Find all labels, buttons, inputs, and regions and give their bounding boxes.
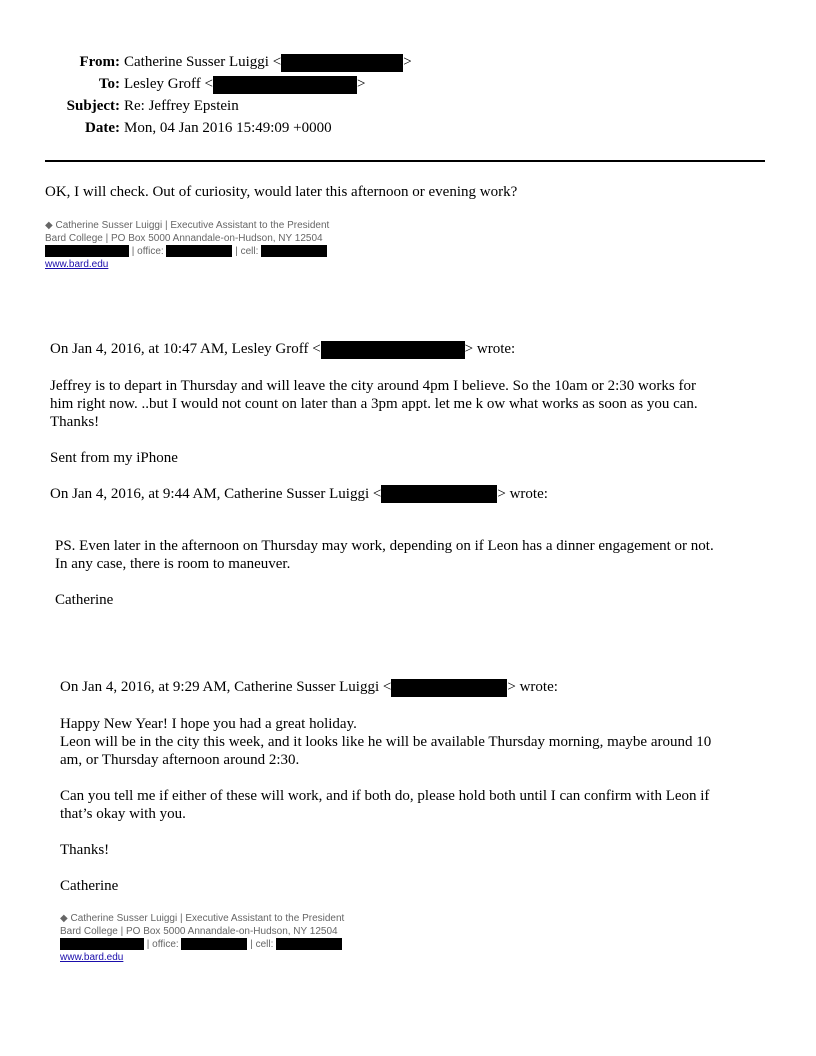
to-name: Lesley Groff < bbox=[124, 76, 213, 92]
from-value bbox=[124, 53, 412, 72]
close-bracket: > bbox=[357, 76, 366, 92]
redaction-box bbox=[276, 938, 342, 950]
signature-address-line: Bard College | PO Box 5000 Annandale-on-Hudson, NY 12504 bbox=[45, 233, 323, 244]
redaction-box bbox=[166, 245, 232, 257]
website-link[interactable]: www.bard.edu bbox=[60, 952, 124, 963]
signature-block bbox=[45, 219, 329, 271]
quote-2-body-line: In any case, there is room to maneuver. bbox=[55, 556, 291, 572]
attribution-suffix: > wrote: bbox=[464, 341, 516, 357]
quote-1-body-line: Thanks! bbox=[50, 413, 100, 430]
date-label: Date: bbox=[85, 120, 120, 136]
quote-3-signoff: Catherine bbox=[60, 877, 119, 894]
quote-3-greeting: Happy New Year! I hope you had a great holiday. bbox=[60, 715, 357, 732]
redaction-box bbox=[381, 485, 497, 503]
cell-label: | cell: bbox=[232, 246, 262, 257]
quote-3-attribution bbox=[60, 678, 790, 697]
to-value bbox=[124, 75, 365, 94]
signature-block-2 bbox=[60, 912, 344, 964]
quote-3-body-line: am, or Thursday afternoon around 2:30. bbox=[60, 751, 300, 768]
signature-name-line: ◆ Catherine Susser Luiggi | Executive Assistant to the President bbox=[60, 913, 345, 924]
quote-1-body-line: him right now. ..but I would not count on later than a 3pm appt. let me k ow what works as soon as you can. bbox=[50, 395, 698, 412]
redaction-box bbox=[281, 54, 403, 72]
office-label: | office: bbox=[144, 939, 182, 950]
redaction-box bbox=[391, 679, 507, 697]
to-label: To: bbox=[98, 76, 120, 92]
quote-1-attribution bbox=[50, 340, 780, 359]
redaction-box bbox=[261, 245, 327, 257]
signature-address-line: Bard College | PO Box 5000 Annandale-on-Hudson, NY 12504 bbox=[60, 926, 338, 937]
from-label: From: bbox=[79, 54, 120, 70]
website-link[interactable]: www.bard.edu bbox=[45, 259, 109, 270]
reply-body: OK, I will check. Out of curiosity, would later this afternoon or evening work? bbox=[45, 184, 518, 200]
attribution-text: On Jan 4, 2016, at 9:44 AM, Catherine Susser Luiggi < bbox=[50, 485, 382, 502]
quote-1-body-line: Jeffrey is to depart in Thursday and will leave the city around 4pm I believe. So the 10am or 2:30 works for bbox=[50, 377, 696, 394]
close-bracket: > bbox=[403, 54, 412, 70]
redaction-box bbox=[321, 341, 465, 359]
attribution-text: On Jan 4, 2016, at 10:47 AM, Lesley Groff < bbox=[50, 341, 321, 357]
quote-2-body-line: PS. Even later in the afternoon on Thursday may work, depending on if Leon has a dinner engagement or not. bbox=[55, 538, 714, 554]
sent-from-line: Sent from my iPhone bbox=[50, 449, 178, 466]
signature-name-line: ◆ Catherine Susser Luiggi | Executive Assistant to the President bbox=[45, 220, 330, 231]
subject-label: Subject: bbox=[66, 98, 120, 114]
quote-3-thanks: Thanks! bbox=[60, 841, 110, 858]
quote-2-signoff: Catherine bbox=[55, 592, 114, 608]
attribution-text: On Jan 4, 2016, at 9:29 AM, Catherine Susser Luiggi < bbox=[60, 679, 392, 695]
quote-3-body-line: Leon will be in the city this week, and it looks like he will be available Thursday morning, maybe around 10 bbox=[60, 733, 712, 750]
from-name: Catherine Susser Luiggi < bbox=[124, 54, 282, 70]
quote-3 bbox=[60, 678, 790, 895]
redaction-box bbox=[60, 938, 144, 950]
cell-label: | cell: bbox=[247, 939, 277, 950]
redaction-box bbox=[213, 76, 357, 94]
quote-3-body-line: Can you tell me if either of these will work, and if both do, please hold both until I can confirm with Leon if bbox=[60, 787, 710, 804]
redaction-box bbox=[45, 245, 129, 257]
quote-2 bbox=[55, 537, 785, 609]
quote-3-body-line: that’s okay with you. bbox=[60, 805, 186, 822]
subject-value: Re: Jeffrey Epstein bbox=[124, 98, 239, 114]
header-divider bbox=[45, 160, 765, 162]
attribution-suffix: > wrote: bbox=[507, 679, 558, 695]
signature-contact-line bbox=[60, 938, 344, 951]
office-label: | office: bbox=[129, 246, 167, 257]
quote-1 bbox=[50, 340, 780, 503]
signature-contact-line bbox=[45, 245, 329, 258]
quote-2-attribution bbox=[50, 485, 780, 504]
attribution-suffix: > wrote: bbox=[497, 485, 548, 502]
redaction-box bbox=[181, 938, 247, 950]
date-value: Mon, 04 Jan 2016 15:49:09 +0000 bbox=[124, 120, 332, 136]
